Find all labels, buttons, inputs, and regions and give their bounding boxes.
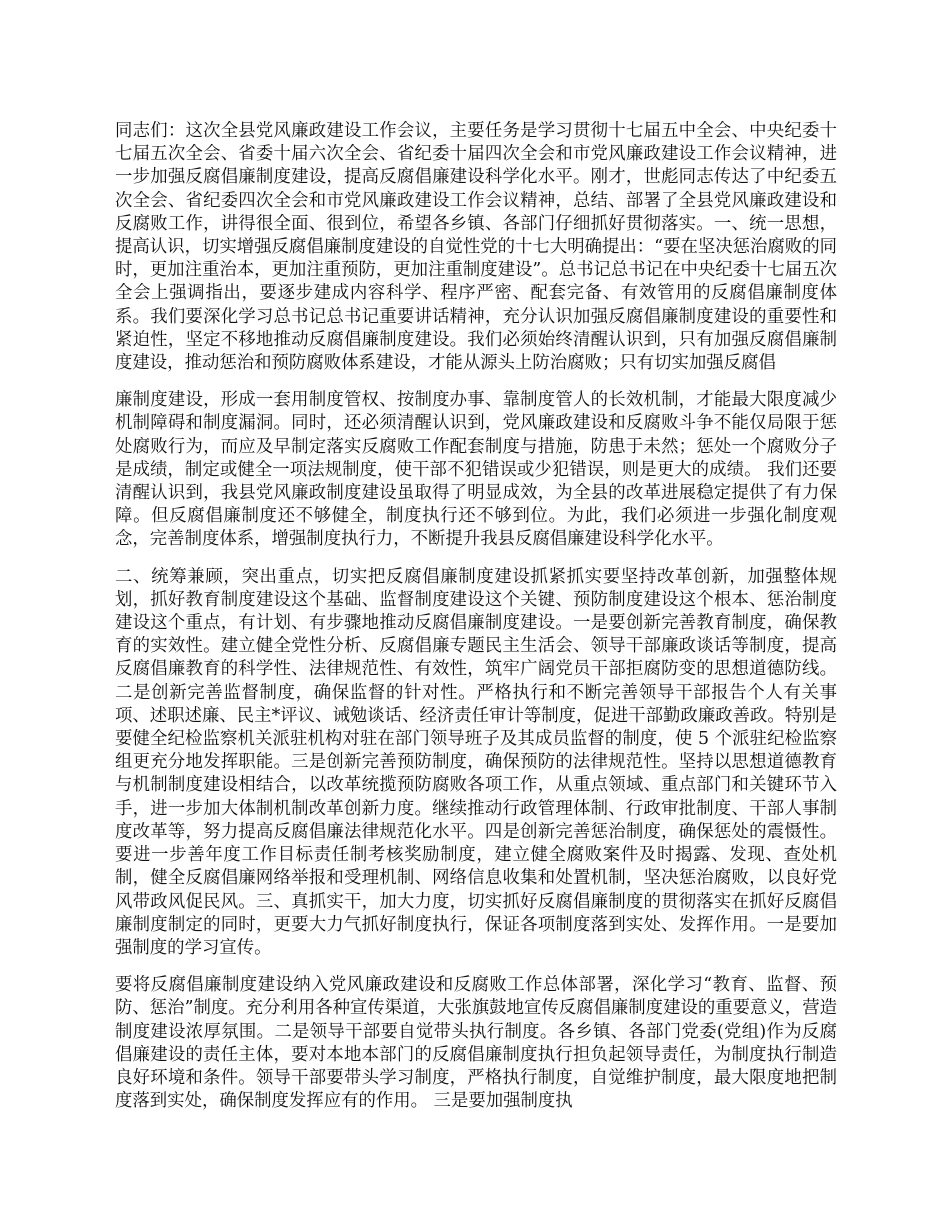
paragraph-1: 同志们：这次全县党风廉政建设工作会议，主要任务是学习贯彻十七届五中全会、中央纪委十七届五次全会、省委十届六次全会、省纪委十届四次全会和市党风廉政建设工作会议精神，进一步加强反腐倡廉制度建设，提高反腐倡廉建设科学化水平。刚才，世彪同志传达了中纪委五次全会、省纪委四次全会和市党风廉政建设工作会议精神，总结、部署了全县党风廉政建设和反腐败工作，讲得很全面、很到位，希望各乡镇、各部门仔细抓好贯彻落实。一、统一思想，提高认识，切实增强反腐倡廉制度建设的自觉性党的十七大明确提出：“要在坚决惩治腐败的同时，更加注重治本，更加注重预防，更加注重制度建设”。总书记总书记在中央纪委十七届五次全会上强调指出，要逐步建成内容科学、程序严密、配套完备、有效管用的反腐倡廉制度体系。我们要深化学习总书记总书记重要讲话精神，充分认识加强反腐倡廉制度建设的重要性和紧迫性，坚定不移地推动反腐倡廉制度建设。我们必须始终清醒认识到，只有加强反腐倡廉制度建设，推动惩治和预防腐败体系建设，才能从源头上防治腐败；只有切实加强反腐倡: [115, 121, 837, 374]
document-body: [115, 120, 837, 1127]
paragraph-4: 要将反腐倡廉制度建设纳入党风廉政建设和反腐败工作总体部署，深化学习“教育、监督、预防、惩治”制度。充分利用各种宣传渠道，大张旗鼓地宣传反腐倡廉制度建设的重要意义，营造制度建设浓厚氛围。二是领导干部要自觉带头执行制度。各乡镇、各部门党委(党组)作为反腐倡廉建设的责任主体，要对本地本部门的反腐倡廉制度执行担负起领导责任，为制度执行制造良好环境和条件。领导干部要带头学习制度，严格执行制度，自觉维护制度，最大限度地把制度落到实处，确保制度发挥应有的作用。 三是要加强制度执: [115, 975, 837, 1112]
paragraph-2: 廉制度建设，形成一套用制度管权、按制度办事、靠制度管人的长效机制，才能最大限度减少机制障碍和制度漏洞。同时，还必须清醒认识到，党风廉政建设和反腐败斗争不能仅局限于惩处腐败行为，而应及早制定落实反腐败工作配套制度与措施，防患于未然；惩处一个腐败分子是成绩，制定或健全一项法规制度，使干部不犯错误或少犯错误，则是更大的成绩。 我们还要清醒认识到，我县党风廉政制度建设虽取得了明显成效，为全县的改革进展稳定提供了有力保障。但反腐倡廉制度还不够健全，制度执行还不够到位。为此，我们必须进一步强化制度观念，完善制度体系，增强制度执行力，不断提升我县反腐倡廉建设科学化水平。: [115, 390, 837, 550]
paragraph-3: 二、统筹兼顾，突出重点，切实把反腐倡廉制度建设抓紧抓实要坚持改革创新，加强整体规划，抓好教育制度建设这个基础、监督制度建设这个关键、预防制度建设这个根本、惩治制度建设这个重点，有计划、有步骤地推动反腐倡廉制度建设。一是要创新完善教育制度，确保教育的实效性。建立健全党性分析、反腐倡廉专题民主生活会、领导干部廉政谈话等制度，提高反腐倡廉教育的科学性、法律规范性、有效性，筑牢广阔党员干部拒腐防变的思想道德防线。二是创新完善监督制度，确保监督的针对性。严格执行和不断完善领导干部报告个人有关事项、述职述廉、民主*评议、诫勉谈话、经济责任审计等制度，促进干部勤政廉政善政。特别是要健全纪检监察机关派驻机构对驻在部门领导班子及其成员监督的制度，使 5 个派驻纪检监察组更充分地发挥职能。三是创新完善预防制度，确保预防的法律规范性。坚持以思想道德教育与机制制度建设相结合，以改革统揽预防腐败各项工作，从重点领域、重点部门和关键环节入手，进一步加大体制机制改革创新力度。继续推动行政管理体制、行政审批制度、干部人事制度改革等，努力提高反腐倡廉法律规范化水平。四是创新完善惩治制度，确保惩处的震慑性。要进一步善年度工作目标责任制考核奖励制度，建立健全腐败案件及时揭露、发现、查处机制，健全反腐倡廉网络举报和受理机制、网络信息收集和处置机制，坚决惩治腐败，以良好党风带政风促民风。三、真抓实干，加大力度，切实抓好反腐倡廉制度的贯彻落实在抓好反腐倡廉制度制定的同时，更要大力气抓好制度执行，保证各项制度落到实处、发挥作用。一是要加强制度的学习宣传。: [115, 566, 837, 958]
